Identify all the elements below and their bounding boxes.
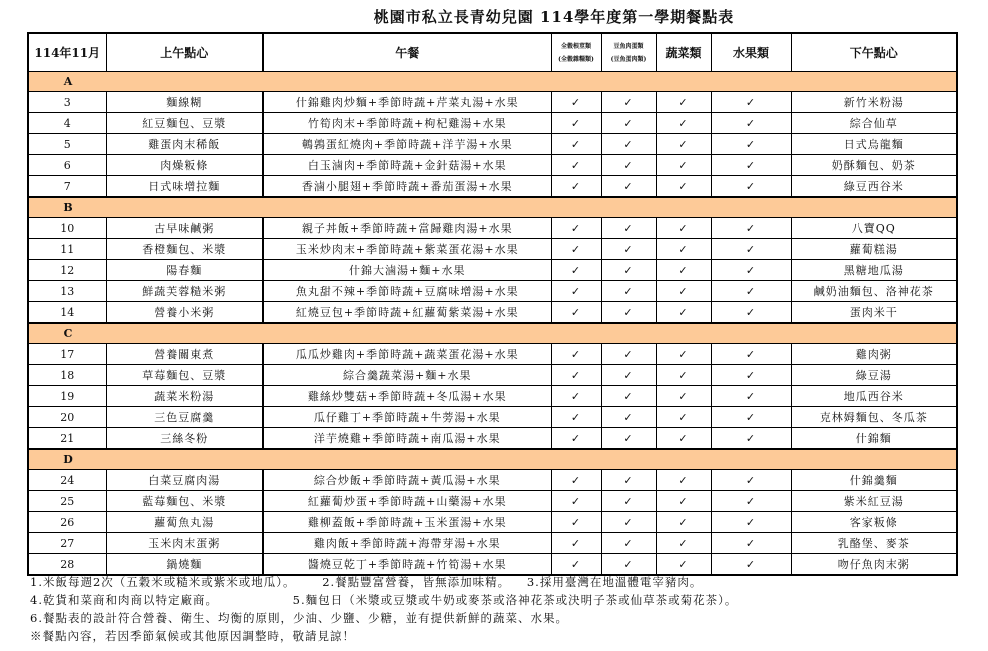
grains-check-icon: ✓	[551, 92, 601, 113]
lunch-cell: 雞絲炒雙菇+季節時蔬+冬瓜湯+水果	[263, 386, 551, 407]
table-row	[28, 365, 957, 386]
lunch-cell: 綜合炒飯+季節時蔬+黃瓜湯+水果	[263, 470, 551, 491]
table-row	[28, 554, 957, 576]
notes-line-3	[30, 609, 737, 627]
vegetables-check-icon: ✓	[656, 113, 711, 134]
grains-check-icon: ✓	[551, 386, 601, 407]
grains-check-icon: ✓	[551, 533, 601, 554]
date-cell: 5	[28, 134, 106, 155]
vegetables-check-icon: ✓	[656, 470, 711, 491]
morning-snack-cell: 玉米肉末蛋粥	[106, 533, 263, 554]
grains-check-icon: ✓	[551, 428, 601, 450]
table-row	[28, 113, 957, 134]
vegetables-check-icon: ✓	[656, 344, 711, 365]
header-protein	[601, 33, 656, 72]
afternoon-snack-cell: 蛋肉米干	[791, 302, 957, 324]
grains-check-icon: ✓	[551, 302, 601, 324]
lunch-cell: 什錦大滷湯+麵+水果	[263, 260, 551, 281]
header-grains	[551, 33, 601, 72]
table-row	[28, 176, 957, 198]
page-title: 桃園市私立長青幼兒園 114學年度第一學期餐點表	[373, 8, 735, 26]
vegetables-check-icon: ✓	[656, 386, 711, 407]
lunch-cell: 鵪鶉蛋紅燒肉+季節時蔬+洋芋湯+水果	[263, 134, 551, 155]
fruits-check-icon: ✓	[711, 533, 791, 554]
table-row	[28, 386, 957, 407]
date-cell: 11	[28, 239, 106, 260]
lunch-cell: 竹筍肉末+季節時蔬+枸杞雞湯+水果	[263, 113, 551, 134]
vegetables-check-icon: ✓	[656, 260, 711, 281]
protein-check-icon: ✓	[601, 155, 656, 176]
morning-snack-cell: 藍莓麵包、米漿	[106, 491, 263, 512]
morning-snack-cell: 鮮蔬芙蓉糙米粥	[106, 281, 263, 302]
morning-snack-cell: 三絲冬粉	[106, 428, 263, 450]
fruits-check-icon: ✓	[711, 302, 791, 324]
week-label: C	[63, 327, 73, 340]
fruits-check-icon: ✓	[711, 155, 791, 176]
afternoon-snack-cell: 綜合仙草	[791, 113, 957, 134]
fruits-check-icon: ✓	[711, 134, 791, 155]
week-section-row	[28, 323, 957, 344]
date-cell: 6	[28, 155, 106, 176]
week-section-row	[28, 197, 957, 218]
note-1: 1.米飯每週2次（五穀米或糙米或紫米或地瓜）。	[30, 575, 296, 589]
vegetables-check-icon: ✓	[656, 92, 711, 113]
table-row	[28, 533, 957, 554]
vegetables-check-icon: ✓	[656, 491, 711, 512]
week-section-cell	[28, 323, 957, 344]
afternoon-snack-cell: 什錦麵	[791, 428, 957, 450]
date-cell: 26	[28, 512, 106, 533]
meal-schedule-table	[27, 32, 958, 576]
date-cell: 24	[28, 470, 106, 491]
date-cell: 20	[28, 407, 106, 428]
note-5: 5.麵包日（米漿或豆漿或牛奶或麥茶或洛神花茶或決明子茶或仙草茶或菊花茶）。	[292, 593, 738, 607]
header-protein-sublabel: (豆魚蛋肉類)	[610, 55, 647, 63]
note-7: ※餐點內容，若因季節氣候或其他原因調整時，敬請見諒！	[30, 629, 355, 643]
week-label: A	[63, 75, 73, 88]
notes-line-2	[30, 591, 737, 609]
fruits-check-icon: ✓	[711, 260, 791, 281]
week-label: B	[63, 201, 73, 214]
vegetables-check-icon: ✓	[656, 302, 711, 324]
grains-check-icon: ✓	[551, 281, 601, 302]
afternoon-snack-cell: 奶酥麵包、奶茶	[791, 155, 957, 176]
fruits-check-icon: ✓	[711, 470, 791, 491]
lunch-cell: 瓜瓜炒雞肉+季節時蔬+蔬菜蛋花湯+水果	[263, 344, 551, 365]
protein-check-icon: ✓	[601, 239, 656, 260]
notes	[30, 573, 737, 645]
grains-check-icon: ✓	[551, 134, 601, 155]
protein-check-icon: ✓	[601, 92, 656, 113]
afternoon-snack-cell: 日式烏龍麵	[791, 134, 957, 155]
grains-check-icon: ✓	[551, 407, 601, 428]
note-2: 2.餐點豐富營養，皆無添加味精。	[322, 575, 511, 589]
protein-check-icon: ✓	[601, 386, 656, 407]
protein-check-icon: ✓	[601, 533, 656, 554]
vegetables-check-icon: ✓	[656, 281, 711, 302]
table-row	[28, 260, 957, 281]
week-section-row	[28, 72, 957, 92]
date-cell: 10	[28, 218, 106, 239]
lunch-cell: 瓜仔雞丁+季節時蔬+牛蒡湯+水果	[263, 407, 551, 428]
table-row	[28, 512, 957, 533]
lunch-cell: 白玉滷肉+季節時蔬+金針菇湯+水果	[263, 155, 551, 176]
protein-check-icon: ✓	[601, 512, 656, 533]
vegetables-check-icon: ✓	[656, 239, 711, 260]
table-row	[28, 302, 957, 324]
table-row	[28, 491, 957, 512]
lunch-cell: 醬燒豆乾丁+季節時蔬+竹筍湯+水果	[263, 554, 551, 576]
morning-snack-cell: 蘿蔔魚丸湯	[106, 512, 263, 533]
lunch-cell: 雞肉飯+季節時蔬+海帶芽湯+水果	[263, 533, 551, 554]
date-cell: 3	[28, 92, 106, 113]
date-cell: 21	[28, 428, 106, 450]
afternoon-snack-cell: 新竹米粉湯	[791, 92, 957, 113]
fruits-check-icon: ✓	[711, 491, 791, 512]
morning-snack-cell: 營養關東煮	[106, 344, 263, 365]
lunch-cell: 什錦雞肉炒麵+季節時蔬+芹菜丸湯+水果	[263, 92, 551, 113]
lunch-cell: 綜合羹蔬菜湯+麵+水果	[263, 365, 551, 386]
vegetables-check-icon: ✓	[656, 134, 711, 155]
vegetables-check-icon: ✓	[656, 176, 711, 198]
fruits-check-icon: ✓	[711, 113, 791, 134]
table-row	[28, 218, 957, 239]
week-section-cell	[28, 449, 957, 470]
morning-snack-cell: 白菜豆腐肉湯	[106, 470, 263, 491]
protein-check-icon: ✓	[601, 554, 656, 576]
fruits-check-icon: ✓	[711, 281, 791, 302]
morning-snack-cell: 紅豆麵包、豆漿	[106, 113, 263, 134]
date-cell: 4	[28, 113, 106, 134]
afternoon-snack-cell: 乳酪堡、麥茶	[791, 533, 957, 554]
date-cell: 14	[28, 302, 106, 324]
table-row	[28, 92, 957, 113]
header-date: 114年11月	[28, 33, 106, 72]
afternoon-snack-cell: 蘿蔔糕湯	[791, 239, 957, 260]
lunch-cell: 魚丸甜不辣+季節時蔬+豆腐味增湯+水果	[263, 281, 551, 302]
protein-check-icon: ✓	[601, 134, 656, 155]
morning-snack-cell: 營養小米粥	[106, 302, 263, 324]
fruits-check-icon: ✓	[711, 407, 791, 428]
date-cell: 25	[28, 491, 106, 512]
afternoon-snack-cell: 綠豆西谷米	[791, 176, 957, 198]
date-cell: 12	[28, 260, 106, 281]
notes-line-1	[30, 573, 737, 591]
date-cell: 19	[28, 386, 106, 407]
fruits-check-icon: ✓	[711, 512, 791, 533]
header-vegetables: 蔬菜類	[656, 33, 711, 72]
vegetables-check-icon: ✓	[656, 407, 711, 428]
vegetables-check-icon: ✓	[656, 218, 711, 239]
date-cell: 27	[28, 533, 106, 554]
table-row	[28, 239, 957, 260]
fruits-check-icon: ✓	[711, 92, 791, 113]
date-cell: 17	[28, 344, 106, 365]
header-grains-sublabel: (全穀雜糧類)	[558, 55, 594, 63]
fruits-check-icon: ✓	[711, 344, 791, 365]
week-section-cell	[28, 197, 957, 218]
grains-check-icon: ✓	[551, 155, 601, 176]
table-body	[28, 72, 957, 576]
week-label: D	[63, 453, 73, 466]
protein-check-icon: ✓	[601, 302, 656, 324]
header-afternoon-snack: 下午點心	[791, 33, 957, 72]
afternoon-snack-cell: 客家粄條	[791, 512, 957, 533]
afternoon-snack-cell: 地瓜西谷米	[791, 386, 957, 407]
morning-snack-cell: 草莓麵包、豆漿	[106, 365, 263, 386]
morning-snack-cell: 肉燥粄條	[106, 155, 263, 176]
table-row	[28, 407, 957, 428]
note-4: 4.乾貨和菜商和肉商以特定廠商。	[30, 593, 218, 607]
lunch-cell: 紅燒豆包+季節時蔬+紅蘿蔔紫菜湯+水果	[263, 302, 551, 324]
notes-line-4	[30, 627, 737, 645]
header-morning-snack: 上午點心	[106, 33, 263, 72]
lunch-cell: 親子丼飯+季節時蔬+當歸雞肉湯+水果	[263, 218, 551, 239]
header-protein-label: 豆魚肉蛋類	[613, 42, 644, 50]
date-cell: 13	[28, 281, 106, 302]
morning-snack-cell: 香橙麵包、米漿	[106, 239, 263, 260]
grains-check-icon: ✓	[551, 365, 601, 386]
grains-check-icon: ✓	[551, 470, 601, 491]
protein-check-icon: ✓	[601, 281, 656, 302]
protein-check-icon: ✓	[601, 365, 656, 386]
morning-snack-cell: 鍋燒麵	[106, 554, 263, 576]
vegetables-check-icon: ✓	[656, 512, 711, 533]
fruits-check-icon: ✓	[711, 239, 791, 260]
header-grains-label: 全穀根莖類	[560, 42, 591, 50]
grains-check-icon: ✓	[551, 491, 601, 512]
note-6: 6.餐點表的設計符合營養、衛生、均衡的原則，少油、少鹽、少糖，並有提供新鮮的蔬菜、水果。	[30, 611, 568, 625]
table-row	[28, 470, 957, 491]
morning-snack-cell: 陽春麵	[106, 260, 263, 281]
afternoon-snack-cell: 鹹奶油麵包、洛神花茶	[791, 281, 957, 302]
fruits-check-icon: ✓	[711, 176, 791, 198]
week-section-cell	[28, 72, 957, 92]
lunch-cell: 雞柳蓋飯+季節時蔬+玉米蛋湯+水果	[263, 512, 551, 533]
morning-snack-cell: 三色豆腐羹	[106, 407, 263, 428]
morning-snack-cell: 麵線糊	[106, 92, 263, 113]
vegetables-check-icon: ✓	[656, 533, 711, 554]
morning-snack-cell: 蔬菜米粉湯	[106, 386, 263, 407]
grains-check-icon: ✓	[551, 176, 601, 198]
protein-check-icon: ✓	[601, 428, 656, 450]
grains-check-icon: ✓	[551, 344, 601, 365]
fruits-check-icon: ✓	[711, 386, 791, 407]
fruits-check-icon: ✓	[711, 365, 791, 386]
table-row	[28, 344, 957, 365]
week-section-row	[28, 449, 957, 470]
protein-check-icon: ✓	[601, 344, 656, 365]
date-cell: 18	[28, 365, 106, 386]
lunch-cell: 玉米炒肉末+季節時蔬+紫菜蛋花湯+水果	[263, 239, 551, 260]
grains-check-icon: ✓	[551, 554, 601, 576]
date-cell: 28	[28, 554, 106, 576]
afternoon-snack-cell: 雞肉粥	[791, 344, 957, 365]
header-fruits: 水果類	[711, 33, 791, 72]
grains-check-icon: ✓	[551, 512, 601, 533]
afternoon-snack-cell: 紫米紅豆湯	[791, 491, 957, 512]
morning-snack-cell: 雞蛋肉末稀飯	[106, 134, 263, 155]
lunch-cell: 紅蘿蔔炒蛋+季節時蔬+山藥湯+水果	[263, 491, 551, 512]
protein-check-icon: ✓	[601, 218, 656, 239]
vegetables-check-icon: ✓	[656, 155, 711, 176]
afternoon-snack-cell: 吻仔魚肉末粥	[791, 554, 957, 576]
header-lunch: 午餐	[263, 33, 551, 72]
vegetables-check-icon: ✓	[656, 365, 711, 386]
date-cell: 7	[28, 176, 106, 198]
note-3: 3.採用臺灣在地溫體電宰豬肉。	[526, 575, 703, 589]
table-row	[28, 281, 957, 302]
grains-check-icon: ✓	[551, 113, 601, 134]
morning-snack-cell: 日式味增拉麵	[106, 176, 263, 198]
morning-snack-cell: 古早味鹹粥	[106, 218, 263, 239]
fruits-check-icon: ✓	[711, 218, 791, 239]
protein-check-icon: ✓	[601, 470, 656, 491]
table-row	[28, 428, 957, 450]
afternoon-snack-cell: 八寶QQ	[791, 218, 957, 239]
grains-check-icon: ✓	[551, 260, 601, 281]
protein-check-icon: ✓	[601, 113, 656, 134]
lunch-cell: 洋芋燒雞+季節時蔬+南瓜湯+水果	[263, 428, 551, 450]
header-row	[28, 33, 957, 72]
lunch-cell: 香滷小腿翅+季節時蔬+番茄蛋湯+水果	[263, 176, 551, 198]
afternoon-snack-cell: 什錦羹麵	[791, 470, 957, 491]
vegetables-check-icon: ✓	[656, 428, 711, 450]
protein-check-icon: ✓	[601, 176, 656, 198]
afternoon-snack-cell: 黑糖地瓜湯	[791, 260, 957, 281]
table-row	[28, 155, 957, 176]
fruits-check-icon: ✓	[711, 428, 791, 450]
protein-check-icon: ✓	[601, 491, 656, 512]
afternoon-snack-cell: 克林姆麵包、冬瓜茶	[791, 407, 957, 428]
vegetables-check-icon: ✓	[656, 554, 711, 576]
grains-check-icon: ✓	[551, 218, 601, 239]
protein-check-icon: ✓	[601, 260, 656, 281]
fruits-check-icon: ✓	[711, 554, 791, 576]
table-row	[28, 134, 957, 155]
protein-check-icon: ✓	[601, 407, 656, 428]
afternoon-snack-cell: 綠豆湯	[791, 365, 957, 386]
grains-check-icon: ✓	[551, 239, 601, 260]
